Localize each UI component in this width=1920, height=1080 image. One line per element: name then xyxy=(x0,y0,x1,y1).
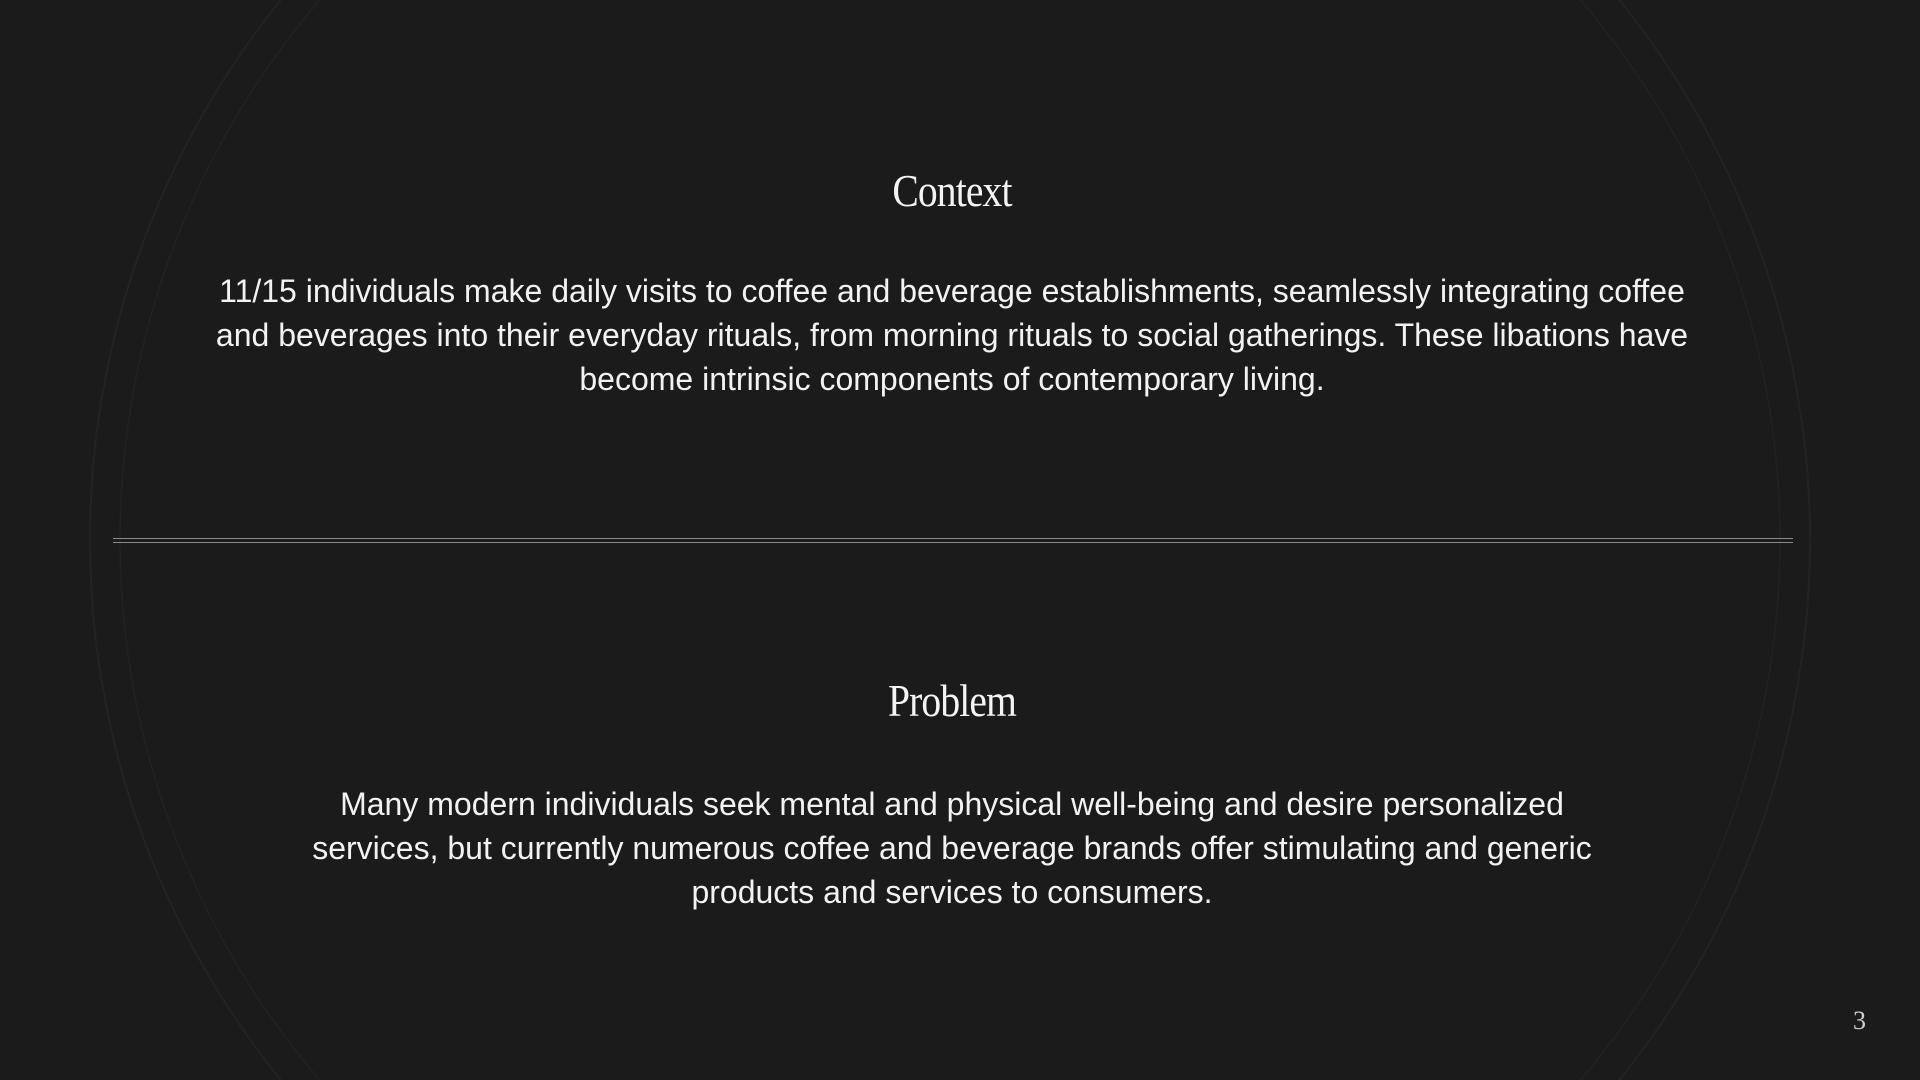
context-title: Context xyxy=(892,165,1012,216)
context-body: 11/15 individuals make daily visits to coffee and beverage establishments, seamlessly integrating coffee and beverages into their everyday rituals, from morning rituals to social gatherings. These libations have become intrinsic components of contemporary living. xyxy=(215,273,1689,397)
svg-text:valleys. Do Everything in love xyxy=(0,432,315,1080)
problem-body: Many modern individuals seek mental and physical well-being and desire personalized services, but currently numerous coffee and beverage brands offer stimulating and generic products and services to consumers. xyxy=(312,786,1592,910)
section-divider xyxy=(113,538,1793,543)
problem-title: Problem xyxy=(887,675,1017,726)
page-number: 3 xyxy=(1853,1006,1866,1035)
left-ring-text xyxy=(0,432,315,1080)
